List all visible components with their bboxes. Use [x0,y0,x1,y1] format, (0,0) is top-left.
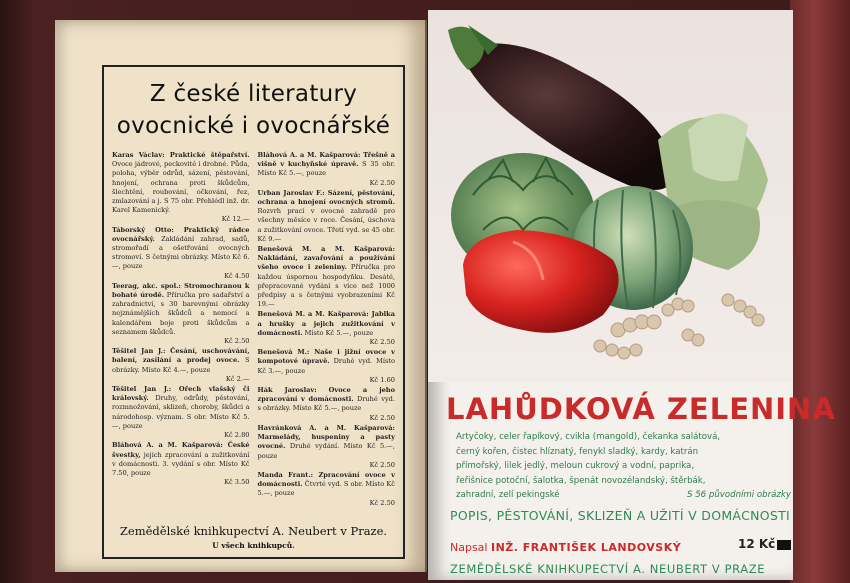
book-entry-author: Táborský Otto: Praktický rádce ovocnářský. [112,225,250,243]
description-line: řeřišnice potoční, šalotka, špenát novozélandský, štěrbák, [456,475,706,486]
book-cover-edge [790,0,850,583]
book-entry-text: Příručka pro sadařství a zahradnictví, s 30 barevnými obrázky nejznámějších škůdců a nemocí a kalendářem boje proti škůdcům a seznamem škůdců. [112,291,250,336]
ad-title-line1: Z české literatury [149,81,358,107]
price-text: 12 Kč [738,537,776,551]
book-entry-text: Druhé vyd. Místo Kč 3.—, pouze [257,357,395,375]
book-entry-author: Benešová M. a M. Kašparová: Nakládání, zavařování a používání všeho ovoce i zeleniny. [257,245,395,272]
ad-title-line2: ovocnické i ovocnářské [116,113,391,139]
author-name: INŽ. FRANTIŠEK LANDOVSKÝ [490,541,682,554]
image-count-note: S 56 původními obrázky [687,490,791,500]
book-entry-author: Havránková A. a M. Kašparová: Marmelády, huspeniny a pasty ovocné. [257,423,395,451]
book-subtitle: POPIS, PĚSTOVÁNÍ, SKLIZEŇ A UŽITÍ V DOMÁCNOSTI [450,508,791,523]
book-entry [258,189,396,244]
book-entry-price: Kč 2.50 [369,178,395,187]
book-entry [112,441,250,487]
price-sticker [777,540,791,550]
book-entry-author: Hák Jaroslav: Ovoce a jeho zpracování v domácnosti. [257,386,395,404]
book-publisher: ZEMĚDĚLSKÉ KNIHKUPECTVÍ A. NEUBERT V PRAZE [450,562,766,576]
book-entry-author: Benešová M.: Naše i jižní ovoce v kompotové úpravě. [257,348,395,366]
book-entry [258,386,396,423]
book-description [456,430,791,503]
book-entry-text: jejich zpracování a zužitkování v domácnosti. 3. vydání s obr. Místo Kč 7.50, pouze [112,450,250,477]
book-entry [112,385,250,440]
listing-column-left [112,151,250,506]
book-entry-text: Rozvrh prací v ovocné zahradě pro všechny měsíce v roce. Česání, úschova a zužitkování ovoce. Třetí vyd. se 45 obr. Kč 9.— [257,207,395,243]
book-entry [112,151,250,225]
book-entry-text: Druhy, odrůdy, pěstování, rozmnožování, sklizeň, choroby, škůdci a národohosp. význam. S obr. Místo Kč 5.—, pouze [112,394,250,430]
description-line: Artyčoky, celer řapíkový, cvikla (mangold), čekanka salátová, [456,432,721,442]
book-entry [112,347,250,384]
book-entry [258,245,396,309]
book-entry-price: Kč 2.80 [224,431,250,440]
book-title: LAHŮDKOVÁ ZELENINA [446,392,836,426]
book-entry-text: S obrázky. Místo Kč 4.—, pouze [112,356,250,374]
description-line: přímořský, lilek jedlý, meloun cukrový a vodní, paprika, [456,461,695,471]
book-entry-price: Kč 12.— [221,215,250,224]
book-entry [112,226,250,281]
book-author [450,541,681,554]
book-entry-price: Kč 2.50 [369,498,395,507]
left-page [55,20,427,572]
book-entry [258,151,396,188]
book-entry-text: Druhé vydání. Místo Kč 5.—, pouze [257,442,395,460]
book-entry-price: Kč 2.50 [369,460,395,469]
book-entry [258,424,396,470]
book-entry-author: Manda Frant.: Zpracování ovoce v domácnosti. [257,470,395,489]
book-entry-author: Bláhová A. a M. Kašparová: Třešně a višně v kuchyňské úpravě. [257,151,395,169]
right-page [428,10,836,580]
book-entry [258,471,396,508]
book-entry-text: Příručka pro každou úspornou hospodyňku. Desáté, přepracované vydání s více než 1000 předpisy a s četnými vyobrazeními Kč 19.— [257,263,395,309]
book-entry-price: Kč 4.50 [224,271,250,280]
ad-availability-note: U všech knihkupců. [212,541,295,550]
book-entry-author: Benešová M. a M. Kašparová: Jablka a hrušky a jejich zužitkování v domácnosti. [257,310,395,337]
listing-column-right [258,151,396,506]
book-entry-author: Teerag, akc. spol.: Stromochranou k bohaté úrodě. [112,281,250,300]
ad-publisher: Zemědělské knihkupectví A. Neubert v Praze. [119,524,388,538]
book-entry-price: Kč 2.50 [224,337,250,346]
author-prefix: Napsal [450,541,488,554]
book-listing [112,151,395,506]
vegetable-illustration [428,10,793,382]
book-entry-author: Urban Jaroslav F.: Sázení, pěstování, ochrana a hnojení ovocných stromů. [257,188,395,207]
description-line: zahradní, zelí pekingské [456,490,560,500]
book-entry-price: Kč 2.50 [369,413,395,422]
book-entry-author: Karas Václav: Praktické štěpařství. [112,151,250,159]
book-entry-author: Těšitel Jan J.: Česání, uschovávání, balení, zasílání a prodej ovoce. [112,347,250,365]
book-entry [258,348,396,385]
book-entry-price: Kč 2.50 [369,338,395,347]
book-price [738,537,791,551]
book-entry-text: Ovoce jádrové, peckovité i drobné. Půda, poloha, výběr odrůd, sázení, pěstování, hnojení, ochrana proti škůdcům, šlechtění, roubování, očkování, řez, zmlazování a j. S 75 obr. Přehlédl inž. dr. Karel Kamenický. [112,160,250,215]
advertisement-box [102,65,405,559]
book-entry-text: Čtvrté vyd. S obr. Místo Kč 5.—, pouze [257,480,395,498]
book-entry-author: Těšitel Jan J.: Ořech vlašský či královský. [112,385,250,403]
description-line: černý kořen, čistec hlíznatý, fenykl sladký, kardy, katrán [456,446,699,457]
book-entry-price: Kč 2.— [225,374,250,383]
book-entry-text: Zakládání zahrad, sadů, stromořadí a ošetřování ovocných stromoví. S četnými obrázky. Místo Kč 6.—, pouze [112,234,250,271]
book-entry [258,310,396,347]
book-entry [112,282,250,346]
book-entry-text: Místo Kč 5.—, pouze [304,328,374,337]
book-entry-price: Kč 3.50 [224,478,250,487]
book-entry-author: Bláhová A. a M. Kašparová: České švestky, [112,441,250,459]
book-entry-text: S 35 obr. Místo Kč 5.—, pouze [257,160,395,178]
book-entry-text: Druhé vyd. s obrázky. Místo Kč 5.—, pouze [257,395,395,413]
book-entry-price: Kč 1.60 [369,375,395,384]
